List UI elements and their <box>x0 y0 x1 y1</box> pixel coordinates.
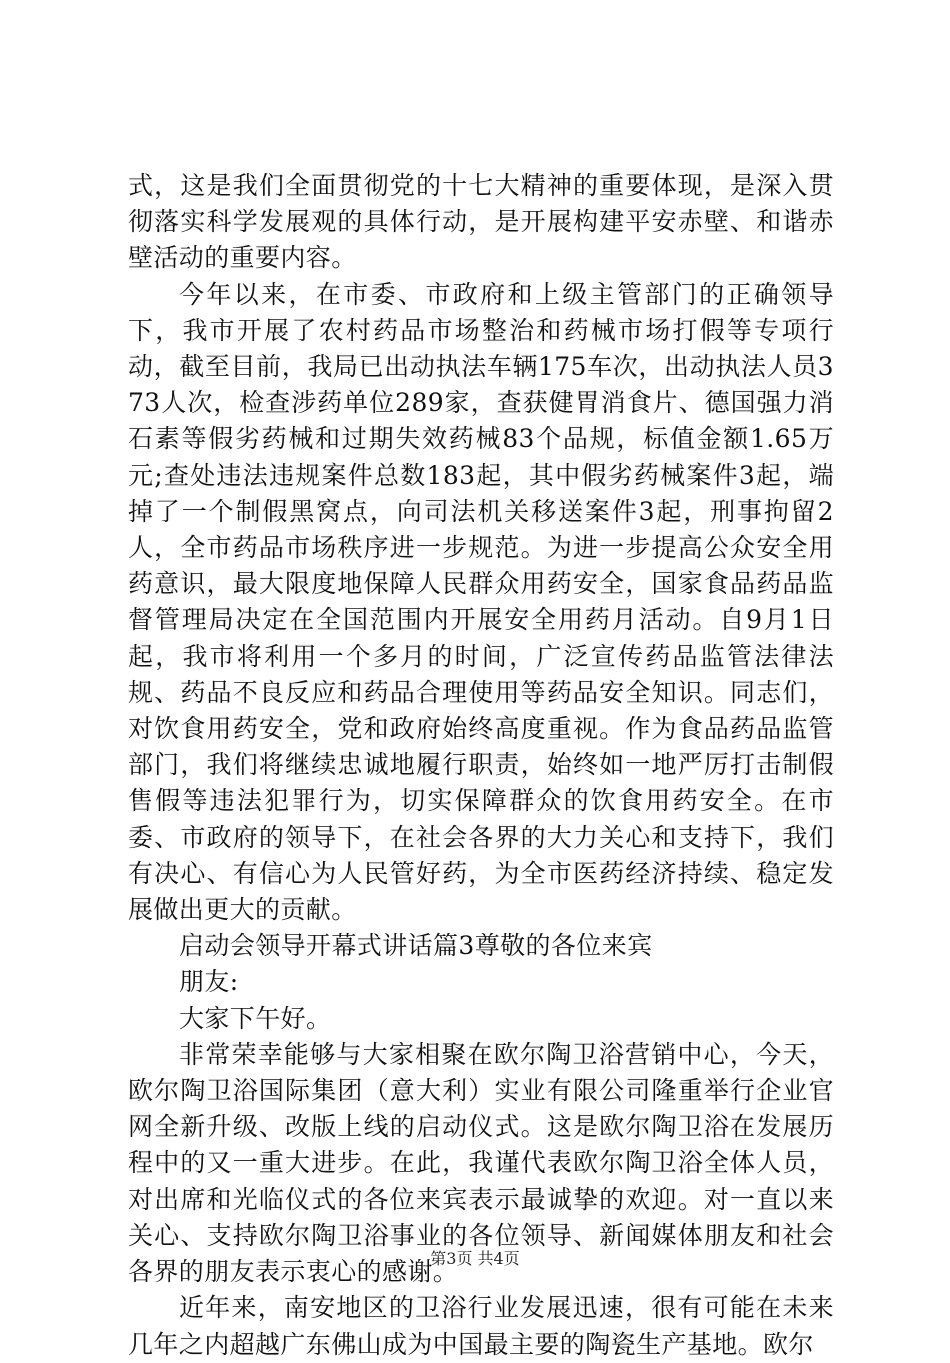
paragraph-welcome: 非常荣幸能够与大家相聚在欧尔陶卫浴营销中心，今天，欧尔陶卫浴国际集团（意大利）实业有限公司隆重举行企业官网全新升级、改版上线的启动仪式。这是欧尔陶卫浴在发展历程中的又一重大进步。在此，我谨代表欧尔陶卫浴全体人员，对出席和光临仪式的各位来宾表示最诚挚的欢迎。对一直以来关心、支持欧尔陶卫浴事业的各位领导、新闻媒体朋友和社会各界的朋友表示衷心的感谢。 <box>128 1039 834 1287</box>
section-heading: 启动会领导开幕式讲话篇3尊敬的各位来宾 <box>179 931 653 961</box>
paragraph-continuation: 式，这是我们全面贯彻党的十七大精神的重要体现，是深入贯彻落实科学发展观的具体行动，是开展构建平安赤壁、和谐赤壁活动的重要内容。 <box>128 171 834 273</box>
salutation-line: 朋友: <box>179 967 239 997</box>
page-number-footer: 第3页 共4页 <box>430 1249 520 1268</box>
greeting-line: 大家下午好。 <box>179 1003 332 1033</box>
paragraph-industry: 近年来，南安地区的卫浴行业发展迅速，很有可能在未来几年之内超越广东佛山成为中国最主要的陶瓷生产基地。欧尔 <box>128 1293 834 1359</box>
document-body <box>128 168 834 1363</box>
paragraph-work-report: 今年以来，在市委、市政府和上级主管部门的正确领导下，我市开展了农村药品市场整治和药械市场打假等专项行动，截至目前，我局已出动执法车辆175车次，出动执法人员373人次，检查涉药单位289家，查获健胃消食片、德国强力消石素等假劣药械和过期失效药械83个品规，标值金额1.65万元;查处违法违规案件总数183起，其中假劣药械案件3起，端掉了一个制假黑窝点，向司法机关移送案件3起，刑事拘留2人，全市药品市场秩序进一步规范。为进一步提高公众安全用药意识，最大限度地保障人民群众用药安全，国家食品药品监督管理局决定在全国范围内开展安全用药月活动。自9月1日起，我市将利用一个多月的时间，广泛宣传药品监管法律法规、药品不良反应和药品合理使用等药品安全知识。同志们，对饮食用药安全，党和政府始终高度重视。作为食品药品监管部门，我们将继续忠诚地履行职责，始终如一地严厉打击制假售假等违法犯罪行为，切实保障群众的饮食用药安全。在市委、市政府的领导下，在社会各界的大力关心和支持下，我们有决心、有信心为人民管好药，为全市医药经济持续、稳定发展做出更大的贡献。 <box>128 279 834 925</box>
